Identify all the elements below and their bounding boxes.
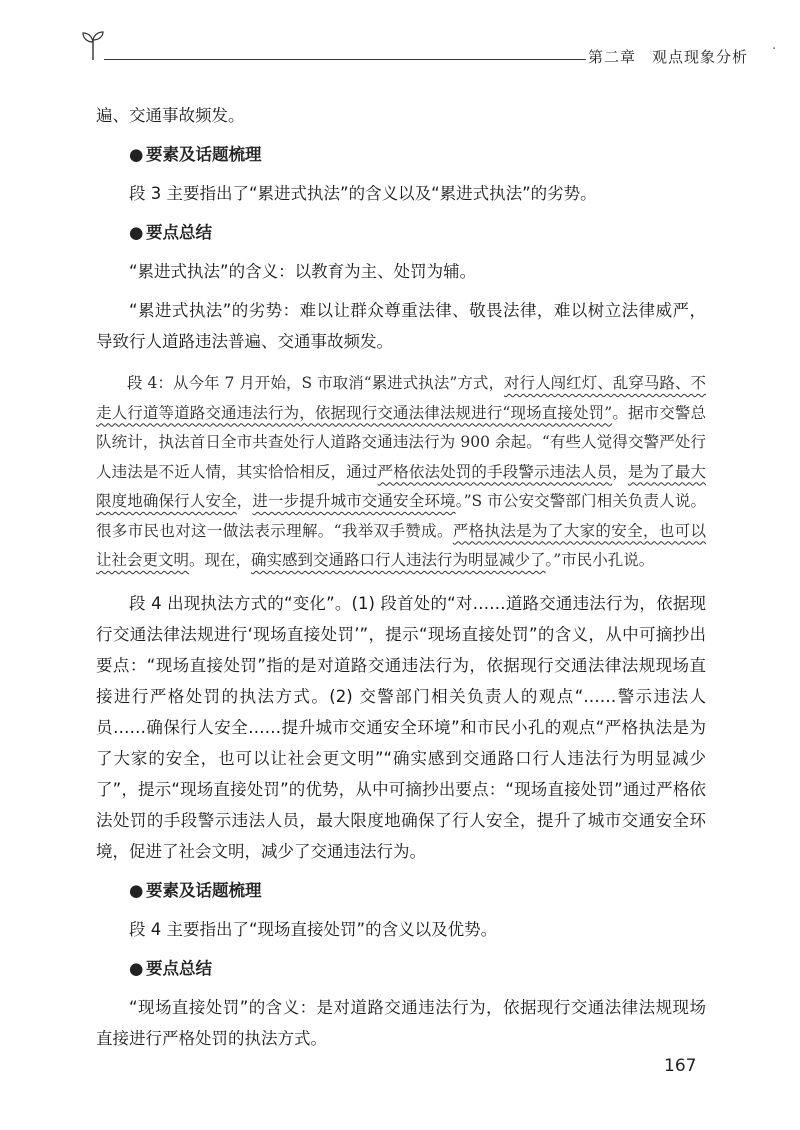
page-number: 167	[664, 1056, 697, 1076]
topic-heading-4	[96, 875, 706, 906]
sprout-icon	[78, 28, 108, 62]
topic-heading-label: 要素及话题梳理	[146, 145, 262, 164]
source-underlined-text: 严格依法处罚的手段警示违法人员	[377, 462, 613, 481]
header-dots: ·	[772, 42, 777, 57]
source-underlined-text: 进一步提升城市交通安全环境	[252, 492, 456, 510]
summary-line-3b: “累进式执法”的劣势：难以让群众尊重法律、敬畏法律，难以树立法律威严，导致行人道路违法普遍、交通事故频发。	[96, 301, 706, 351]
bullet-icon: ●	[129, 145, 144, 164]
page-header	[78, 28, 777, 72]
topic-body-4: 段 4 主要指出了“现场直接处罚”的含义以及优势。	[129, 919, 498, 939]
topic-heading-label: 要素及话题梳理	[146, 880, 262, 900]
bullet-icon: ●	[129, 223, 144, 242]
topic-body-3: 段 3 主要指出了“累进式执法”的含义以及“累进式执法”的劣势。	[129, 184, 597, 203]
topic-heading-3	[96, 139, 706, 170]
summary-line-3a: “累进式执法”的含义：以教育为主、处罚为辅。	[129, 262, 477, 281]
source-underlined-text: 是为了最大限度地确保行人安全	[96, 462, 706, 510]
source-underlined-text: 对行人闯红灯、乱穿马路、不走人行道等道路交通违法行为，依据现行交通法律法规进行“现场直接处罚”	[96, 374, 706, 422]
summary-heading-3	[96, 217, 706, 248]
source-text: ，	[236, 492, 253, 510]
source-text: 。现在，	[189, 551, 252, 569]
summary-heading-label: 要点总结	[146, 223, 212, 242]
summary-heading-4	[96, 953, 706, 984]
source-text: 。”市民小孔说。	[545, 551, 655, 569]
source-underlined-text: 确实感到交通路口行人违法行为明显减少了	[251, 551, 546, 569]
source-text: 。”S 市公安交警部门相关负责人说。很多市民也对这一做法表示理解。“我举双手赞成。	[96, 492, 706, 540]
summary-heading-label: 要点总结	[146, 958, 212, 978]
bullet-icon: ●	[129, 958, 144, 978]
source-text: 段 4：从今年 7 月开始，S 市取消“累进式执法”方式，	[127, 374, 504, 392]
source-paragraph-4	[96, 369, 706, 576]
chapter-title: 第二章 观点现象分析	[588, 48, 749, 66]
bullet-icon: ●	[129, 880, 144, 900]
analysis-paragraph-4: 段 4 出现执法方式的“变化”。(1) 段首处的“对……道路交通违法行为，依据现行交通法律法规进行‘现场直接处罚’”，提示“现场直接处罚”的含义，从中可摘抄出要点：“现场直接处罚”指的是对道路交通违法行为，依据现行交通法律法规现场直接进行严格处罚的执法方式。(2) 交警部门相关负责人的观点“……警示违法人员……确保行人安全……提升城市交通安全环境”和市民小孔的观点“严格执法是为了大家的安全，也可以让社会更文明”“确实感到交通路口行人违法行为明显减少了”，提示“现场直接处罚”的优势，从中可摘抄出要点：“现场直接处罚”通过严格依法处罚的手段警示违法人员，最大限度地确保了行人安全，提升了城市交通安全环境，促进了社会文明，减少了交通违法行为。	[96, 593, 706, 861]
page-content	[96, 100, 706, 1054]
source-underlined-text: 严格执法是为了大家的安全，也可以让社会更文明	[96, 521, 706, 569]
section3-continuation: 遍、交通事故频发。	[96, 106, 245, 125]
summary-line-4a: “现场直接处罚”的含义：是对道路交通违法行为，依据现行交通法律法规现场直接进行严格处罚的执法方式。	[96, 997, 706, 1048]
header-rule	[104, 59, 586, 60]
source-text: ，	[612, 462, 628, 481]
source-text: 。据市交警总队统计，执法首日全市共查处行人道路交通违法行为 900 余起。“有些人觉得交警严处行人违法是不近人情，其实恰恰相反，通过	[96, 403, 706, 481]
